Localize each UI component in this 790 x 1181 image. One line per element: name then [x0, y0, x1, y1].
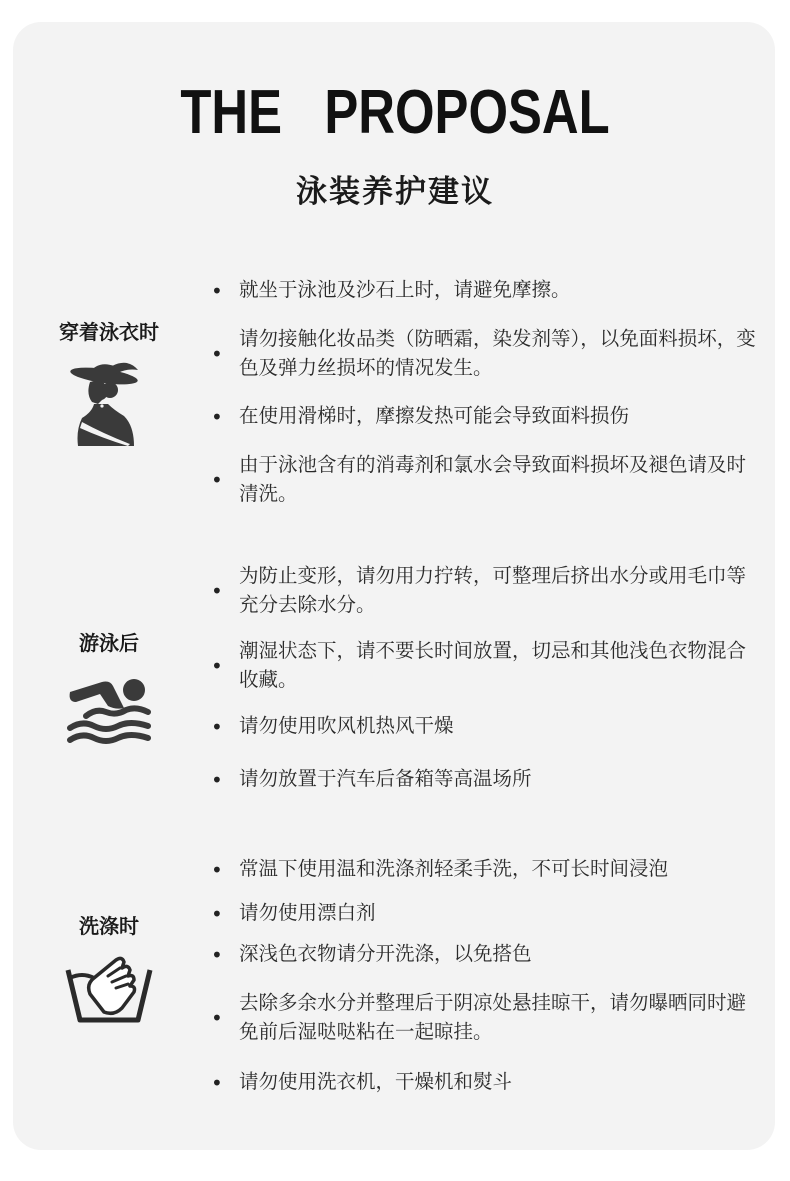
list-item: • 请勿使用漂白剂 — [211, 901, 376, 926]
section-label-washing: 洗涤时 — [79, 914, 139, 938]
list-item: • 去除多余水分并整理后于阴凉处悬挂晾干，请勿曝晒同时避免前后湿哒哒粘在一起晾挂。 — [211, 991, 747, 1043]
swimmer-icon — [66, 676, 152, 746]
list-item: • 请勿放置于汽车后备箱等高温场所 — [211, 767, 532, 792]
list-item: • 在使用滑梯时，摩擦发热可能会导致面料损伤 — [211, 404, 630, 429]
list-item: • 请勿使用洗衣机，干燥机和熨斗 — [211, 1070, 513, 1095]
list-item: • 深浅色衣物请分开洗涤，以免搭色 — [211, 942, 532, 967]
list-item: • 潮湿状态下，请不要长时间放置，切忌和其他浅色衣物混合收藏。 — [211, 639, 747, 691]
page-subtitle: 泳装养护建议 — [296, 174, 494, 210]
section-label-after-swimming: 游泳后 — [79, 631, 139, 655]
list-item: • 请勿接触化妆品类（防晒霜，染发剂等），以免面料损坏，变色及弹力丝损坏的情况发生。 — [211, 327, 756, 379]
list-item: • 为防止变形，请勿用力拧转，可整理后挤出水分或用毛巾等充分去除水分。 — [211, 564, 747, 616]
page-title: THE PROPOSAL — [180, 78, 610, 147]
hand-wash-icon — [64, 954, 154, 1026]
list-item: • 常温下使用温和洗涤剂轻柔手洗，不可长时间浸泡 — [211, 857, 669, 882]
list-item: • 请勿使用吹风机热风干燥 — [211, 714, 454, 739]
lady-with-hat-icon — [68, 360, 146, 446]
section-label-wearing: 穿着泳衣时 — [59, 320, 159, 344]
list-item: • 由于泳池含有的消毒剂和氯水会导致面料损坏及褪色请及时清洗。 — [211, 453, 747, 505]
list-item: • 就坐于泳池及沙石上时，请避免摩擦。 — [211, 278, 571, 303]
